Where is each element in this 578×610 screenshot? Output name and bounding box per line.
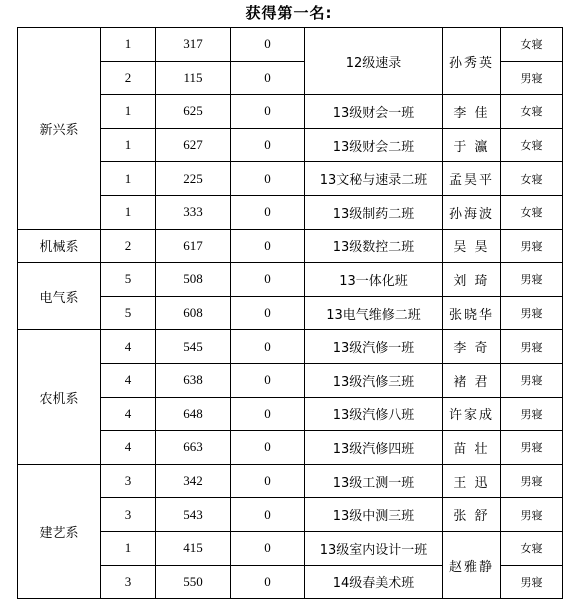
ranking-table — [17, 27, 563, 599]
dorm-type-cell: 男寝 — [501, 61, 563, 95]
person-cell: 于 瀛 — [443, 128, 501, 162]
count-cell: 1 — [101, 195, 156, 229]
person-cell: 孙海波 — [443, 195, 501, 229]
score-cell: 0 — [231, 330, 305, 364]
dorm-type-cell: 男寝 — [501, 498, 563, 532]
person-cell: 许家成 — [443, 397, 501, 431]
score-cell: 0 — [231, 498, 305, 532]
department-cell: 新兴系 — [18, 28, 101, 230]
count-cell: 1 — [101, 162, 156, 196]
table-row — [18, 28, 563, 62]
count-cell: 4 — [101, 363, 156, 397]
dorm-type-cell: 男寝 — [501, 431, 563, 465]
score-cell: 0 — [231, 28, 305, 62]
count-cell: 2 — [101, 61, 156, 95]
dorm-type-cell: 女寝 — [501, 162, 563, 196]
room-cell: 543 — [156, 498, 231, 532]
room-cell: 648 — [156, 397, 231, 431]
department-cell: 机械系 — [18, 229, 101, 263]
class-cell: 13级财会二班 — [305, 128, 443, 162]
room-cell: 545 — [156, 330, 231, 364]
score-cell: 0 — [231, 229, 305, 263]
count-cell: 1 — [101, 28, 156, 62]
room-cell: 617 — [156, 229, 231, 263]
table-row — [18, 330, 563, 364]
class-cell: 13级中测三班 — [305, 498, 443, 532]
score-cell: 0 — [231, 363, 305, 397]
class-cell: 13级数控二班 — [305, 229, 443, 263]
department-cell: 建艺系 — [18, 464, 101, 598]
class-cell: 14级春美术班 — [305, 565, 443, 599]
room-cell: 225 — [156, 162, 231, 196]
table-row — [18, 229, 563, 263]
person-cell: 王 迅 — [443, 464, 501, 498]
class-cell: 13文秘与速录二班 — [305, 162, 443, 196]
class-cell: 13一体化班 — [305, 263, 443, 297]
count-cell: 4 — [101, 431, 156, 465]
count-cell: 2 — [101, 229, 156, 263]
score-cell: 0 — [231, 431, 305, 465]
person-cell: 赵雅静 — [443, 531, 501, 598]
table-row — [18, 464, 563, 498]
room-cell: 317 — [156, 28, 231, 62]
count-cell: 3 — [101, 464, 156, 498]
person-cell: 孟昊平 — [443, 162, 501, 196]
count-cell: 5 — [101, 263, 156, 297]
count-cell: 4 — [101, 330, 156, 364]
dorm-type-cell: 男寝 — [501, 397, 563, 431]
class-cell: 13电气维修二班 — [305, 296, 443, 330]
person-cell: 孙秀英 — [443, 28, 501, 95]
score-cell: 0 — [231, 95, 305, 129]
class-cell: 13级汽修四班 — [305, 431, 443, 465]
person-cell: 李 佳 — [443, 95, 501, 129]
dorm-type-cell: 男寝 — [501, 363, 563, 397]
room-cell: 625 — [156, 95, 231, 129]
dorm-type-cell: 女寝 — [501, 128, 563, 162]
score-cell: 0 — [231, 464, 305, 498]
count-cell: 5 — [101, 296, 156, 330]
room-cell: 415 — [156, 531, 231, 565]
class-cell: 13级汽修一班 — [305, 330, 443, 364]
count-cell: 1 — [101, 128, 156, 162]
room-cell: 550 — [156, 565, 231, 599]
person-cell: 张晓华 — [443, 296, 501, 330]
count-cell: 4 — [101, 397, 156, 431]
room-cell: 608 — [156, 296, 231, 330]
count-cell: 3 — [101, 565, 156, 599]
table-row — [18, 263, 563, 297]
room-cell: 508 — [156, 263, 231, 297]
person-cell: 苗 壮 — [443, 431, 501, 465]
class-cell: 12级速录 — [305, 28, 443, 95]
count-cell: 1 — [101, 95, 156, 129]
department-cell: 电气系 — [18, 263, 101, 330]
department-cell: 农机系 — [18, 330, 101, 464]
dorm-type-cell: 男寝 — [501, 330, 563, 364]
dorm-type-cell: 男寝 — [501, 296, 563, 330]
class-cell: 13级财会一班 — [305, 95, 443, 129]
score-cell: 0 — [231, 61, 305, 95]
room-cell: 342 — [156, 464, 231, 498]
person-cell: 张 舒 — [443, 498, 501, 532]
person-cell: 吴 昊 — [443, 229, 501, 263]
dorm-type-cell: 女寝 — [501, 531, 563, 565]
person-cell: 褚 君 — [443, 363, 501, 397]
score-cell: 0 — [231, 565, 305, 599]
dorm-type-cell: 男寝 — [501, 565, 563, 599]
room-cell: 638 — [156, 363, 231, 397]
room-cell: 627 — [156, 128, 231, 162]
dorm-type-cell: 女寝 — [501, 95, 563, 129]
score-cell: 0 — [231, 296, 305, 330]
dorm-type-cell: 男寝 — [501, 263, 563, 297]
room-cell: 663 — [156, 431, 231, 465]
room-cell: 115 — [156, 61, 231, 95]
dorm-type-cell: 女寝 — [501, 195, 563, 229]
room-cell: 333 — [156, 195, 231, 229]
person-cell: 李 奇 — [443, 330, 501, 364]
score-cell: 0 — [231, 162, 305, 196]
score-cell: 0 — [231, 531, 305, 565]
class-cell: 13级室内设计一班 — [305, 531, 443, 565]
page-title: 获得第一名: — [245, 4, 333, 22]
dorm-type-cell: 男寝 — [501, 229, 563, 263]
score-cell: 0 — [231, 397, 305, 431]
class-cell: 13级制药二班 — [305, 195, 443, 229]
person-cell: 刘 琦 — [443, 263, 501, 297]
score-cell: 0 — [231, 263, 305, 297]
score-cell: 0 — [231, 195, 305, 229]
score-cell: 0 — [231, 128, 305, 162]
class-cell: 13级工测一班 — [305, 464, 443, 498]
dorm-type-cell: 男寝 — [501, 464, 563, 498]
count-cell: 3 — [101, 498, 156, 532]
class-cell: 13级汽修八班 — [305, 397, 443, 431]
class-cell: 13级汽修三班 — [305, 363, 443, 397]
dorm-type-cell: 女寝 — [501, 28, 563, 62]
count-cell: 1 — [101, 531, 156, 565]
